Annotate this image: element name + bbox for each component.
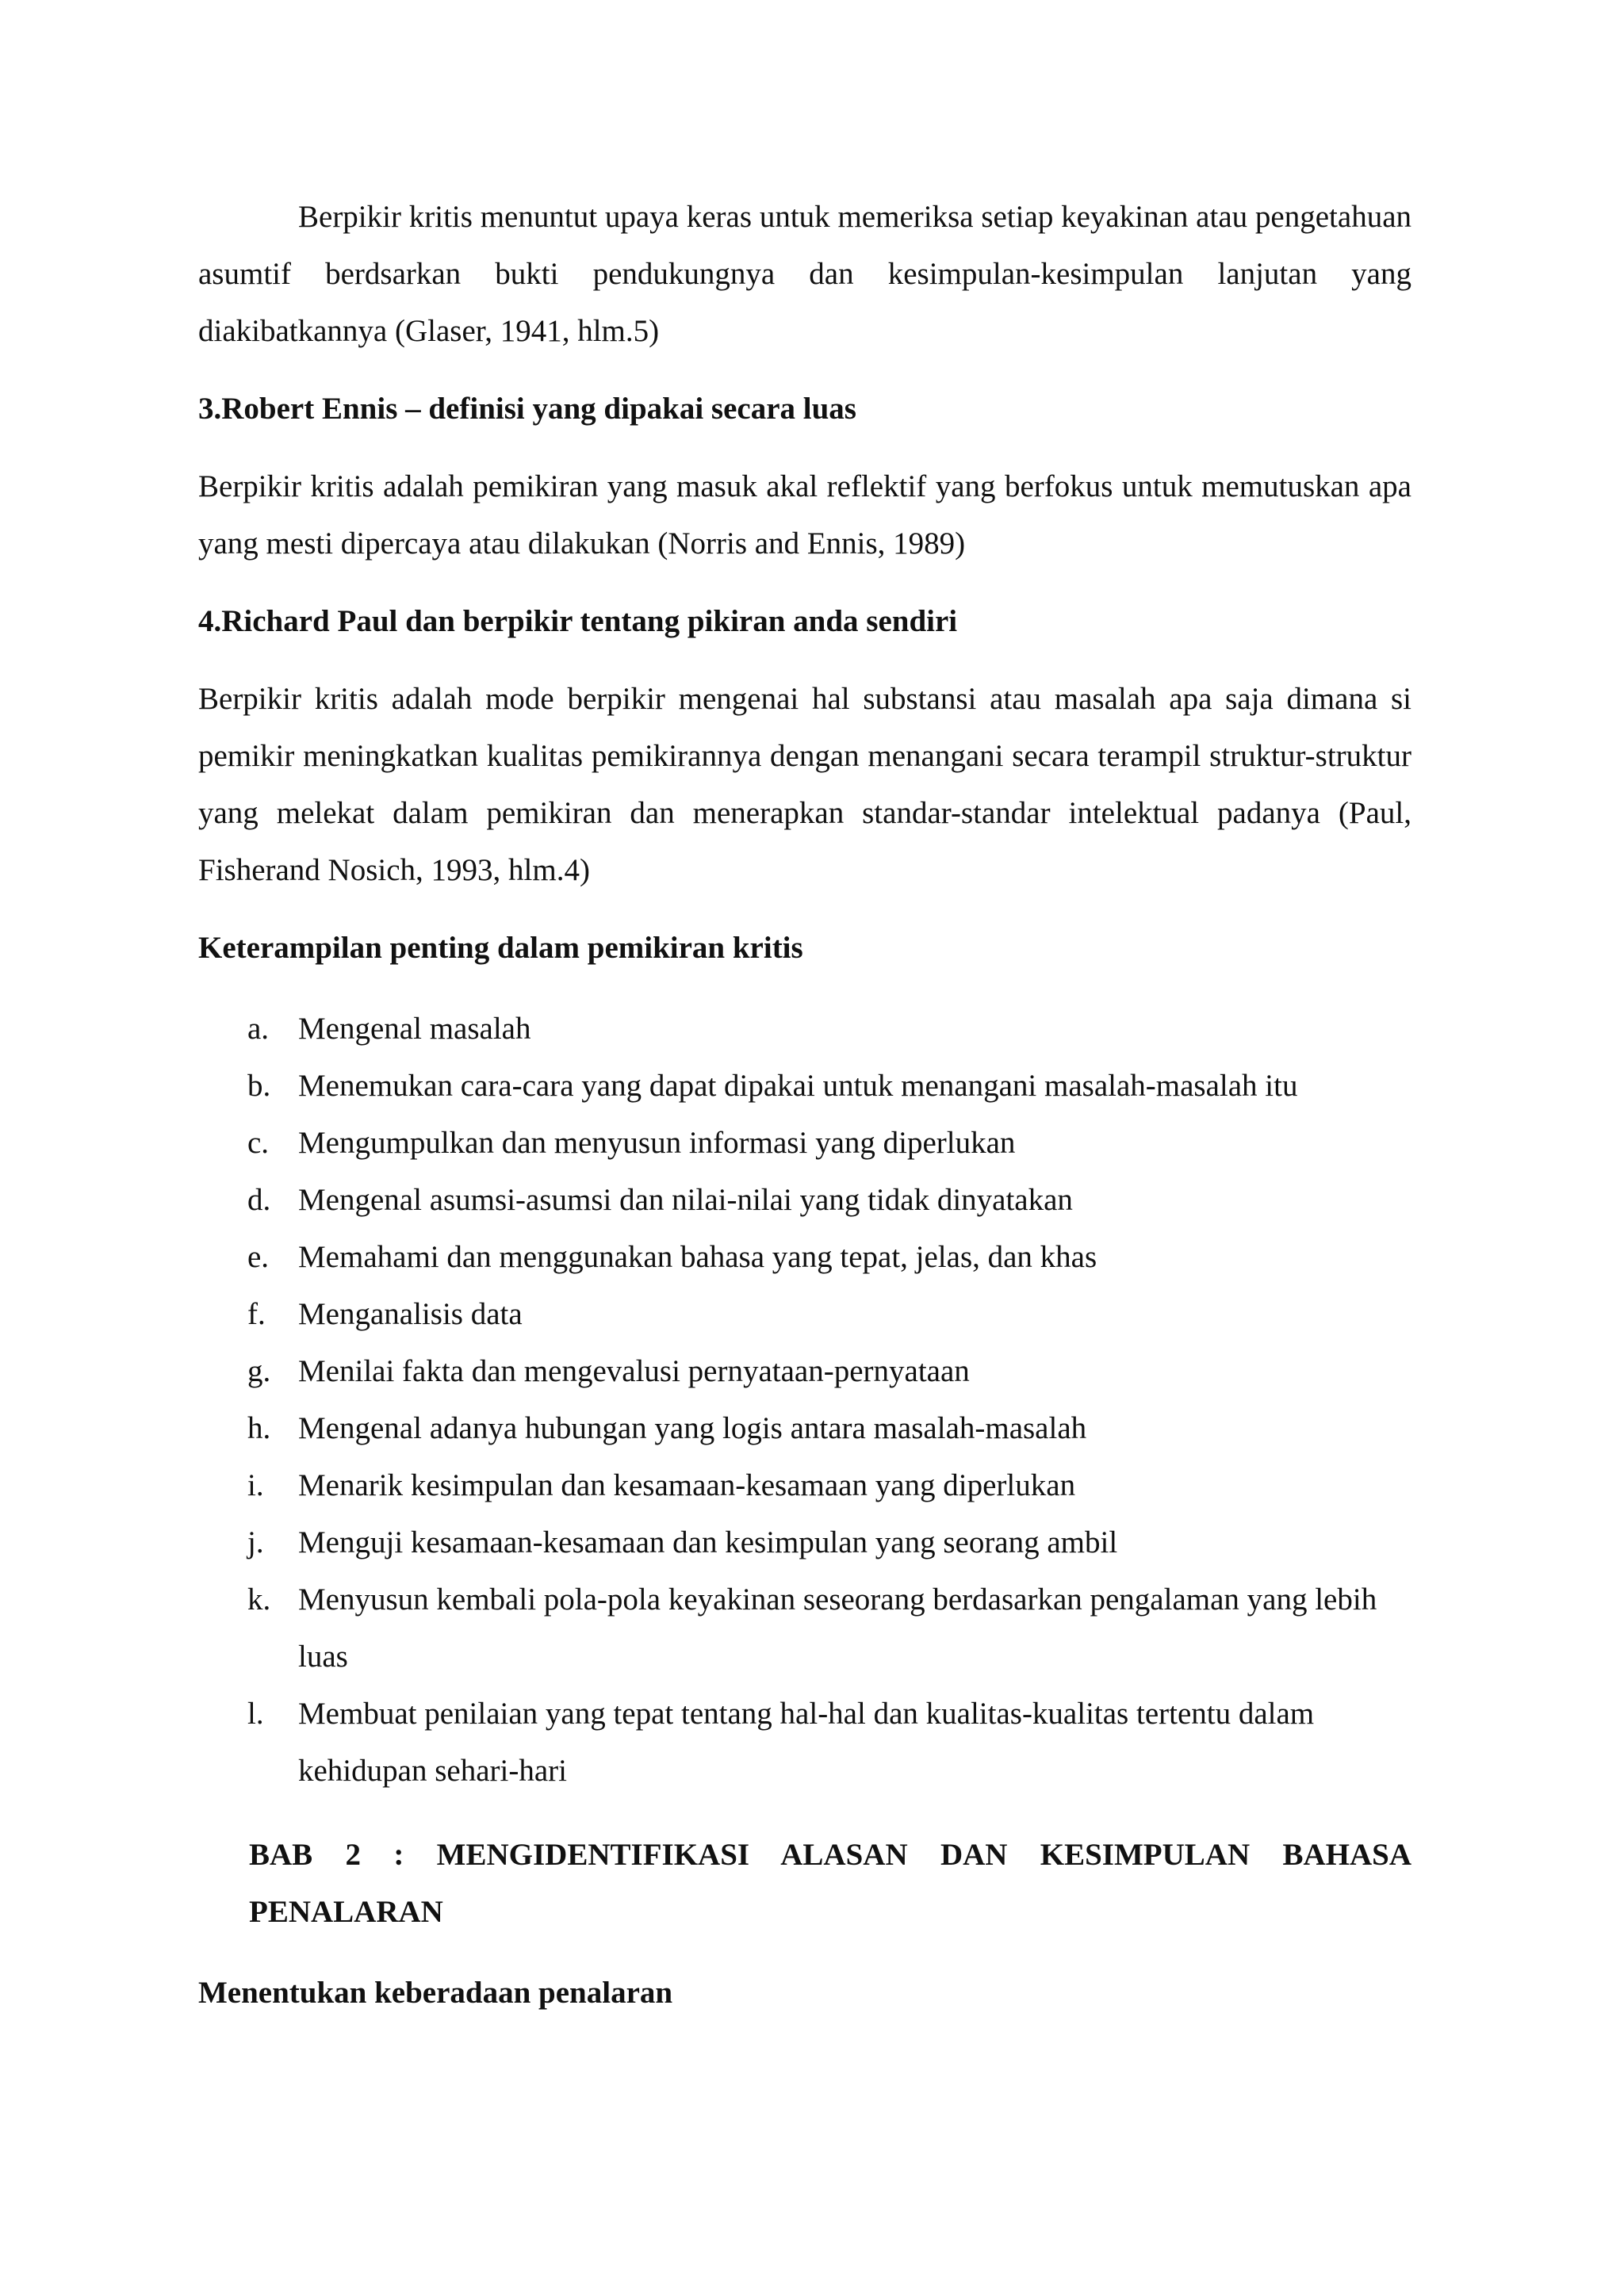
list-item	[198, 1571, 1411, 1686]
list-marker: l.	[247, 1697, 264, 1731]
list-item	[198, 1172, 1411, 1229]
list-item-text: Membuat penilaian yang tepat tentang hal-hal dan kualitas-kualitas tertentu dalam kehidupan sehari-hari	[298, 1697, 1315, 1788]
list-item-text: Menguji kesamaan-kesamaan dan kesimpulan yang seorang ambil	[298, 1525, 1118, 1559]
list-marker: j.	[247, 1525, 264, 1559]
list-item-text: Menarik kesimpulan dan kesamaan-kesamaan yang diperlukan	[298, 1468, 1076, 1502]
paragraph-paul: Berpikir kritis adalah mode berpikir mengenai hal substansi atau masalah apa saja dimana si pemikir meningkatkan kualitas pemikirannya dengan menangani secara terampil struktur-struktur yang melekat dalam pemikiran dan menerapkan standar-standar intelektual padanya (Paul, Fisherand Nosich, 1993, hlm.4)	[198, 682, 1411, 887]
list-marker: e.	[247, 1240, 270, 1274]
list-item	[198, 1286, 1411, 1343]
heading-keterampilan: Keterampilan penting dalam pemikiran kritis	[198, 931, 803, 965]
list-marker: d.	[247, 1183, 271, 1217]
paragraph-glaser: Berpikir kritis menuntut upaya keras untuk memeriksa setiap keyakinan atau pengetahuan asumtif berdsarkan bukti pendukungnya dan kesimpulan-kesimpulan lanjutan yang diakibatkannya (Glaser, 1941, hlm.5)	[198, 200, 1411, 348]
heading-richard-paul: 4.Richard Paul dan berpikir tentang pikiran anda sendiri	[198, 604, 958, 638]
list-item-text: Mengenal asumsi-asumsi dan nilai-nilai yang tidak dinyatakan	[298, 1183, 1073, 1217]
list-marker: f.	[247, 1297, 266, 1331]
list-item	[198, 1400, 1411, 1457]
list-item-text: Menilai fakta dan mengevalusi pernyataan-pernyataan	[298, 1354, 970, 1388]
list-marker: a.	[247, 1012, 270, 1046]
skills-list	[198, 1001, 1411, 1800]
paragraph-ennis: Berpikir kritis adalah pemikiran yang masuk akal reflektif yang berfokus untuk memutuskan apa yang mesti dipercaya atau dilakukan (Norris and Ennis, 1989)	[198, 469, 1411, 561]
page-content	[198, 189, 1411, 2022]
list-item-text: Mengenal adanya hubungan yang logis antara masalah-masalah	[298, 1411, 1087, 1445]
list-item	[198, 1343, 1411, 1400]
list-item	[198, 1514, 1411, 1571]
chapter-heading-bab-2: BAB 2 : MENGIDENTIFIKASI ALASAN DAN KESIMPULAN BAHASA PENALARAN	[249, 1838, 1411, 1929]
list-item	[198, 1457, 1411, 1514]
list-item-text: Menganalisis data	[298, 1297, 523, 1331]
list-item-text: Menyusun kembali pola-pola keyakinan seseorang berdasarkan pengalaman yang lebih luas	[298, 1582, 1377, 1674]
list-item-text: Mengumpulkan dan menyusun informasi yang diperlukan	[298, 1126, 1016, 1160]
list-marker: k.	[247, 1582, 271, 1617]
list-item-text: Mengenal masalah	[298, 1012, 531, 1046]
list-marker: b.	[247, 1069, 271, 1103]
list-marker: i.	[247, 1468, 264, 1502]
list-item-text: Memahami dan menggunakan bahasa yang tepat, jelas, dan khas	[298, 1240, 1097, 1274]
heading-robert-ennis: 3.Robert Ennis – definisi yang dipakai secara luas	[198, 392, 856, 426]
list-marker: g.	[247, 1354, 271, 1388]
list-item	[198, 1001, 1411, 1058]
list-item	[198, 1115, 1411, 1172]
list-item	[198, 1229, 1411, 1286]
list-marker: c.	[247, 1126, 270, 1160]
list-item	[198, 1686, 1411, 1800]
heading-menentukan-penalaran: Menentukan keberadaan penalaran	[198, 1976, 673, 2010]
list-item	[198, 1058, 1411, 1115]
list-marker: h.	[247, 1411, 271, 1445]
list-item-text: Menemukan cara-cara yang dapat dipakai untuk menangani masalah-masalah itu	[298, 1069, 1298, 1103]
